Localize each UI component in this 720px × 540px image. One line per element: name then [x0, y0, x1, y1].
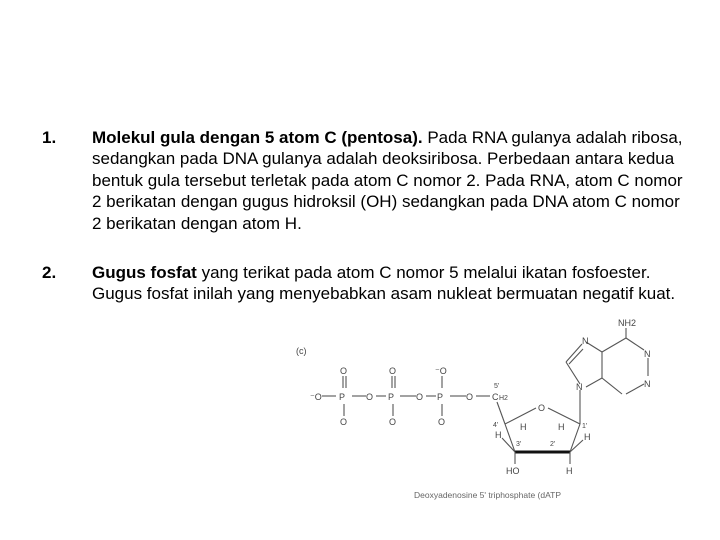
label-p: P — [437, 392, 444, 402]
item-body: Pada RNA gulanya adalah ribosa, sedangkan pada DNA gulanya adalah deoksiribosa. Perbedaan antara kedua bentuk gula tersebut terletak pada atom C nomor 2. Pada RNA, atom C nomor 2 berikatan dengan gugus hidroksil (OH) sedangkan pada DNA atom C nomor 2 berikatan dengan atom H. — [92, 128, 683, 233]
figure-caption: Deoxyadenosine 5' triphosphate (dATP — [414, 490, 561, 500]
label-h: H — [520, 422, 527, 432]
list-number: 1. — [42, 128, 57, 147]
label-h: H — [584, 432, 591, 442]
datp-structure-figure — [290, 312, 690, 512]
label-nh2: NH2 — [618, 318, 637, 328]
label-ring-o: O — [538, 403, 546, 413]
label-p: P — [339, 392, 346, 402]
label-h: H — [495, 430, 502, 440]
label-o-minus: ⁻O — [310, 392, 322, 402]
label-2-prime: 2' — [550, 441, 556, 448]
label-o: O — [389, 417, 397, 427]
label-o: O — [340, 366, 348, 376]
list-number: 2. — [42, 263, 57, 282]
datp-structure-diagram — [290, 312, 690, 512]
label-1-prime: 1' — [582, 423, 588, 430]
label-p: P — [388, 392, 395, 402]
item-heading: Molekul gula dengan 5 atom C (pentosa). — [92, 128, 423, 147]
label-h2: H2 — [499, 395, 508, 402]
label-o: O — [416, 392, 424, 402]
panel-label: (c) — [296, 346, 307, 356]
label-n: N — [582, 336, 589, 346]
label-o: O — [366, 392, 374, 402]
label-o: O — [340, 417, 348, 427]
list-item-text — [92, 127, 692, 234]
item-body: yang terikat pada atom C nomor 5 melalui ikatan fosfoester. Gugus fosfat inilah yang menyebabkan asam nukleat bermuatan negatif kuat. — [92, 263, 676, 304]
label-h: H — [558, 422, 565, 432]
label-n: N — [644, 379, 651, 389]
label-ho: HO — [506, 466, 520, 476]
label-o-minus: ⁻O — [435, 366, 447, 376]
list-item-text — [92, 262, 692, 305]
label-4-prime: 4' — [493, 422, 499, 429]
label-o: O — [389, 366, 397, 376]
item-heading: Gugus fosfat — [92, 263, 197, 282]
label-o: O — [438, 417, 446, 427]
label-n: N — [576, 382, 583, 392]
label-o: O — [466, 392, 474, 402]
label-5-prime: 5' — [494, 383, 500, 390]
label-3-prime: 3' — [516, 441, 522, 448]
label-h: H — [566, 466, 573, 476]
label-n: N — [644, 349, 651, 359]
label-c5: C — [492, 392, 499, 402]
